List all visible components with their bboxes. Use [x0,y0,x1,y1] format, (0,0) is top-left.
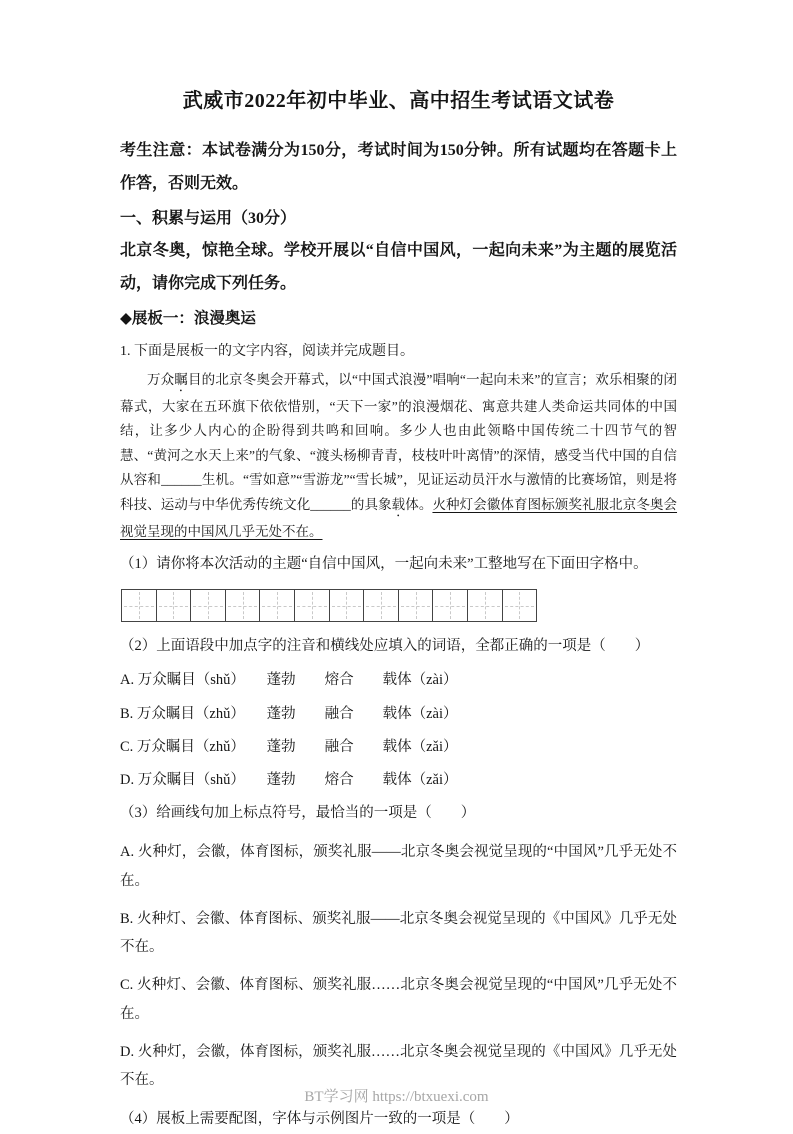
passage-segment: 生机。“雪如意”“雪游龙”“雪长城”，见证运动员汗水与激情的比赛场馆，则是将科技、运动与中华优秀传统文化 [120,472,678,512]
tianzige-cell [121,589,157,622]
q3-option-a: A. 火种灯，会徽，体育图标，颁奖礼服——北京冬奥会视觉呈现的“中国风”几乎无处不在。 [120,844,677,889]
board-one-heading: ◆展板一：浪漫奥运 [120,309,256,327]
passage-segment: 万众 [147,371,175,387]
tianzige-cell [294,589,330,622]
q2-option-c: C. 万众瞩目（zhǔ） 蓬勃 融合 载体（zǎi） [120,738,458,755]
passage-underlined-sentence: 火种灯会徽体育图标颁奖礼服北京冬奥会视觉呈现的中国风几乎无处不在。 [120,496,678,539]
passage-segment: ______ [310,496,351,512]
sub-question-2-stem: （2）上面语段中加点字的注音和横线处应填入的词语，全都正确的一项是（ ） [120,638,650,655]
passage-segment: 体。 [405,496,433,512]
tianzige-cell [329,589,365,622]
q2-option-a: A. 万众瞩目（shǔ） 蓬勃 熔合 载体（zài） [120,672,458,689]
passage-segment: 载 [391,496,406,512]
tianzige-cell [156,589,192,622]
sub-question-1-stem: （1）请你将本次活动的主题“自信中国风，一起向未来”工整地写在下面田字格中。 [120,556,648,573]
q3-option-d: D. 火种灯，会徽，体育图标，颁奖礼服……北京冬奥会视觉呈现的《中国风》几乎无处不在。 [120,1044,677,1089]
tianzige-cell [467,589,503,622]
passage-segment: 目的北京冬奥会开幕式，以“中国式浪漫”唱响“一起向未来”的宣言；欢乐相聚的闭幕式，大家在五环旗下依依惜别，“天下一家”的浪漫烟花、寓意共建人类命运共同体的中国结，让多少人内心的企盼得到共鸣和回响。多少人也由此领略中国传统二十四节气的智慧、“黄河之水天上来”的气象、“渡头杨柳青青，枝枝叶叶离情”的深情，感受当代中国的自信从容和 [120,371,678,488]
question-1-stem: 1. 下面是展板一的文字内容，阅读并完成题目。 [120,343,414,359]
tianzige-cell [432,589,468,622]
tianzige-cell [259,589,295,622]
section-one-heading: 一、积累与运用（30分） [120,209,297,227]
passage-segment: ______ [161,472,202,488]
q3-option-c: C. 火种灯、会徽、体育图标、颁奖礼服……北京冬奥会视觉呈现的“中国风”几乎无处不在。 [120,977,677,1022]
tianzige-cell [190,589,226,622]
q2-option-b: B. 万众瞩目（zhǔ） 蓬勃 融合 载体（zài） [120,705,458,722]
candidate-notice: 考生注意：本试卷满分为150分，考试时间为150分钟。所有试题均在答题卡上作答，否则无效。 [120,142,677,192]
passage-segment: 的具象 [350,496,392,512]
passage-segment: 瞩 [174,371,188,387]
tianzige-grid [122,589,677,622]
tianzige-cell [398,589,434,622]
tianzige-cell [502,589,538,622]
exam-title: 武威市2022年初中毕业、高中招生考试语文试卷 [182,90,615,112]
passage-text [120,368,677,545]
activity-intro: 北京冬奥，惊艳全球。学校开展以“自信中国风，一起向未来”为主题的展览活动，请你完成下列任务。 [120,242,677,293]
tianzige-cell [363,589,399,622]
sub-question-3-stem: （3）给画线句加上标点符号，最恰当的一项是（ ） [120,805,476,822]
q3-option-b: B. 火种灯、会徽、体育图标、颁奖礼服——北京冬奥会视觉呈现的《中国风》几乎无处不在。 [120,910,677,956]
sub-question-4-stem: （4）展板上需要配图，字体与示例图片一致的一项是（ ） [120,1110,519,1127]
tianzige-cell [225,589,261,622]
site-watermark: BT学习网 https://btxuexi.com [304,1089,489,1105]
q2-option-d: D. 万众瞩目（shǔ） 蓬勃 熔合 载体（zǎi） [120,772,458,789]
